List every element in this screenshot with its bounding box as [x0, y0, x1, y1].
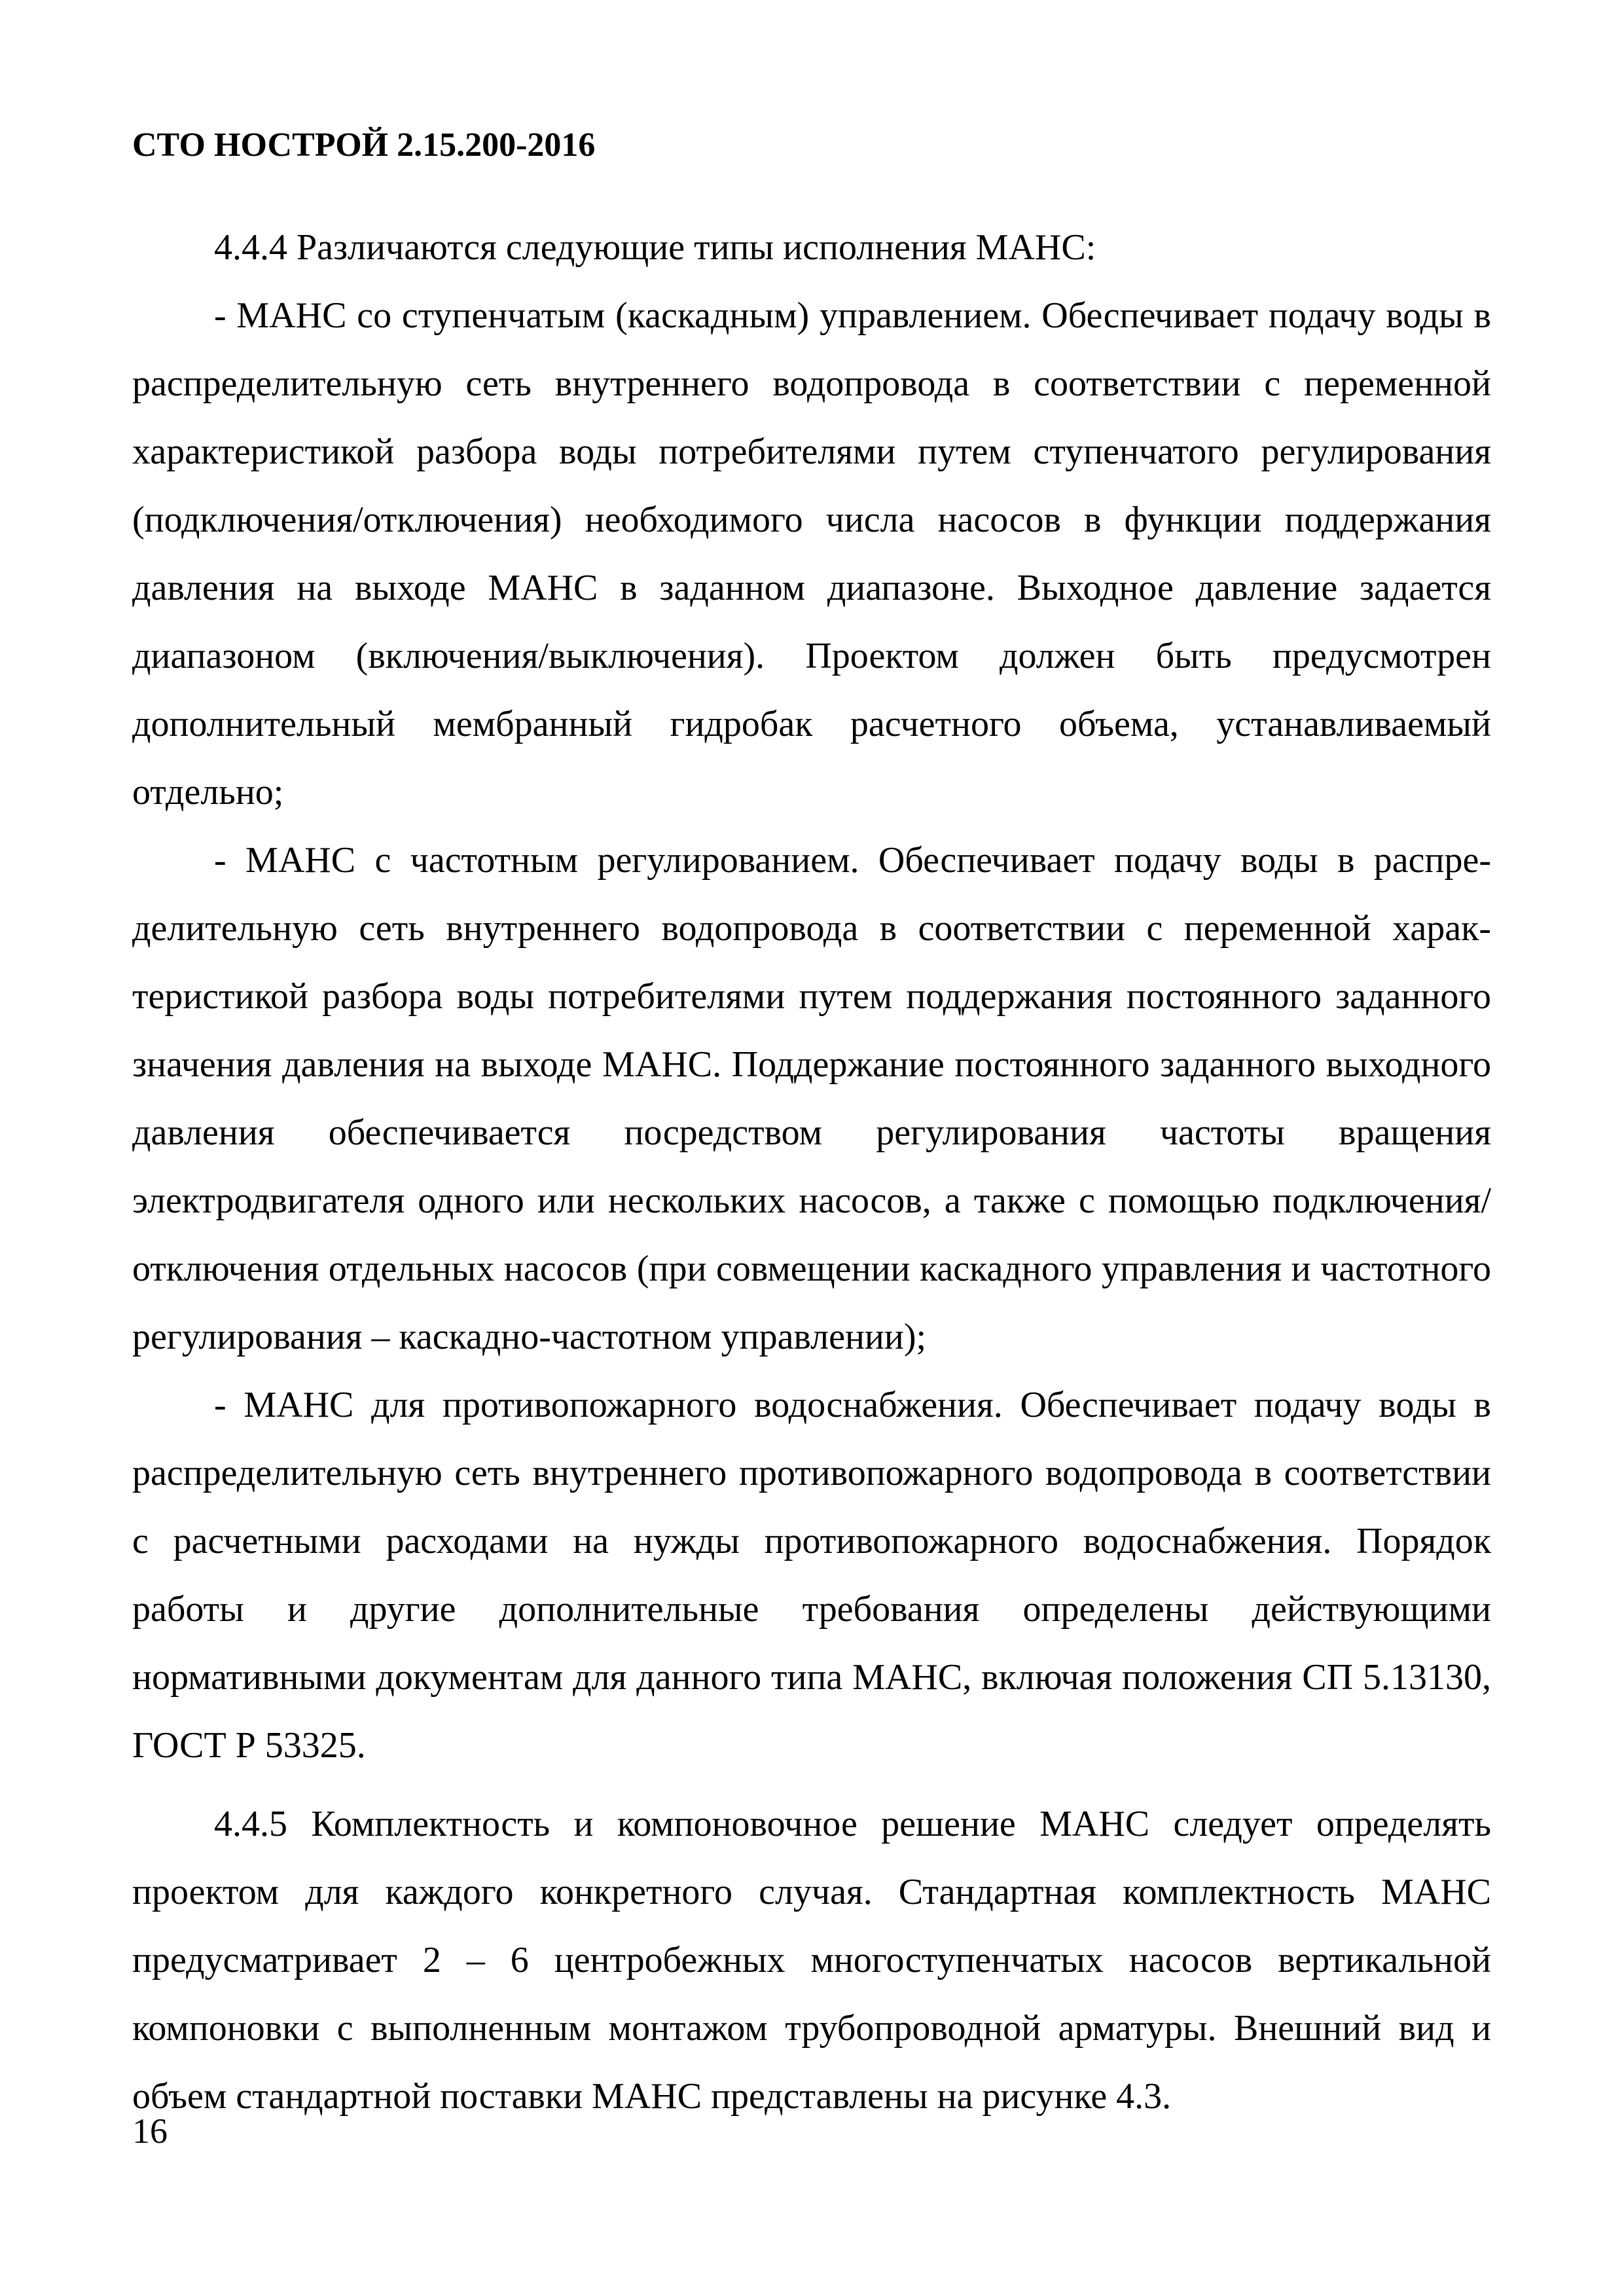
page-body [132, 213, 1491, 2130]
paragraph-frequency-control: - МАНС с частотным регулированием. Обеспечивает подачу воды в распределительную сеть внутреннего водопровода в соответствии с переменной характеристикой разбора воды потребителями путем поддержания постоянного заданного значения давления на выходе МАНС. Поддержание постоянного заданного выходного давления обеспечивается посредством регулирования частоты вращения электродвигателя одного или нескольких насосов, а также с помощью подключения/отключения отдельных насосов (при совмещении каскадного управления и частотного регулирования – каскадно-частотном управлении); [132, 840, 1491, 1357]
paragraph-cascade-control: - МАНС со ступенчатым (каскадным) управлением. Обеспечивает подачу воды в распределительную сеть внутреннего водопровода в соответствии с переменной характеристикой разбора воды потребителями путем ступенчатого регулирования (подключения/отключения) необходимого числа насосов в функции поддержания давления на выходе МАНС в заданном диапазоне. Выходное давление задается диапазоном (включения/выключения). Проектом должен быть предусмотрен дополнительный мембранный гидробак расчетного объема, устанавливаемый отдельно; [132, 295, 1491, 812]
page-number: 16 [132, 2111, 168, 2151]
paragraph-4-4-4-intro: 4.4.4 Различаются следующие типы исполнения МАНС: [214, 227, 1096, 268]
paragraph-fire-supply: - МАНС для противопожарного водоснабжения. Обеспечивает подачу воды в распределительную сеть внутреннего противопожарного водопровода в соответствии с расчетными расходами на нужды противопожарного водоснабжения. Порядок работы и другие дополнительные требования определены действующими нормативными документам для данного типа МАНС, включая положения СП 5.13130, ГОСТ Р 53325. [132, 1385, 1491, 1766]
document-code-header: СТО НОСТРОЙ 2.15.200-2016 [132, 126, 596, 164]
paragraph-4-4-5-completeness: 4.4.5 Комплектность и компоновочное решение МАНС следует определять проектом для каждого конкретного случая. Стандартная комплектность МАНС предусматривает 2 – 6 центробежных многоступенчатых насосов вертикальной компоновки с выполненным монтажом трубопроводной арматуры. Внешний вид и объем стандартной поставки МАНС представлены на рисунке 4.3. [132, 1804, 1491, 2117]
